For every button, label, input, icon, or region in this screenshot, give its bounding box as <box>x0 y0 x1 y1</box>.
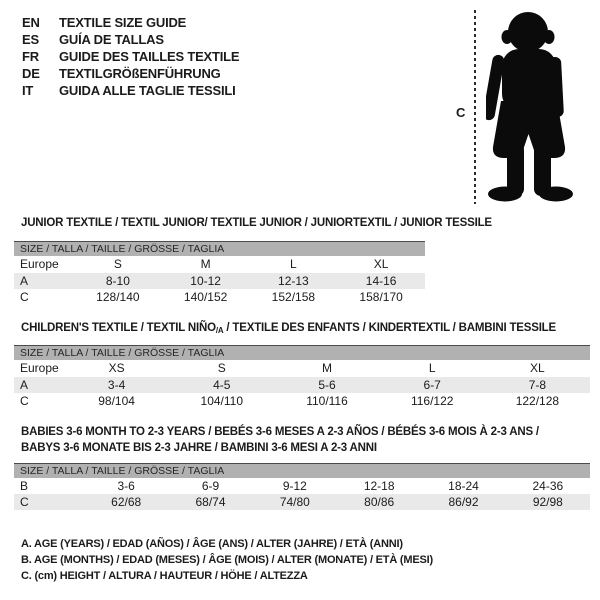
value-cell: 122/128 <box>515 394 560 408</box>
children-title-subscript: /A <box>215 326 224 335</box>
size-cell: XS <box>108 361 125 375</box>
value-cell: 74/80 <box>279 495 310 509</box>
language-code: DE <box>22 66 40 81</box>
value-cell: 6-7 <box>423 378 441 392</box>
value-cell: 98/104 <box>98 394 135 408</box>
value-cell: 7-8 <box>528 378 547 392</box>
footnote-age-months: B. AGE (MONTHS) / EDAD (MESES) / ÂGE (MOIS) / ALTER (MONATE) / ETÀ (MESI) <box>21 554 433 566</box>
children-size-table <box>14 345 590 409</box>
row-label: C <box>20 495 29 509</box>
value-cell: 62/68 <box>111 495 142 509</box>
language-row-en <box>22 14 239 31</box>
footnote-age-years: A. AGE (YEARS) / EDAD (AÑOS) / ÂGE (ANS) / ALTER (JAHRE) / ETÀ (ANNI) <box>21 538 403 550</box>
value-cell: 128/140 <box>96 290 140 304</box>
size-header-row: SIZE / TALLA / TAILLE / GRÖSSE / TAGLIA <box>14 241 425 256</box>
value-cell: 10-12 <box>190 274 221 288</box>
junior-age-row <box>14 273 425 289</box>
value-cell: 152/158 <box>271 290 316 304</box>
row-label: C <box>20 394 29 408</box>
guide-title: TEXTILE SIZE GUIDE <box>59 15 187 30</box>
row-label: B <box>20 479 29 493</box>
babies-age-row <box>14 478 590 494</box>
size-header-row: SIZE / TALLA / TAILLE / GRÖSSE / TAGLIA <box>14 345 590 360</box>
language-code: ES <box>22 32 39 47</box>
junior-section-title: JUNIOR TEXTILE / TEXTIL JUNIOR/ TEXTILE JUNIOR / JUNIORTEXTIL / JUNIOR TESSILE <box>21 217 492 229</box>
size-cell: L <box>428 361 436 375</box>
children-sizes-row <box>14 360 590 377</box>
size-cell: M <box>200 257 211 271</box>
height-measure-label: C <box>456 105 466 120</box>
value-cell: 158/170 <box>359 290 403 304</box>
junior-sizes-row <box>14 256 425 273</box>
size-cell: XL <box>530 361 545 375</box>
junior-height-row <box>14 289 425 305</box>
children-section-title <box>21 322 556 335</box>
value-cell: 18-24 <box>448 479 479 493</box>
language-row-it <box>22 82 239 99</box>
region-label: Europe <box>20 361 59 375</box>
language-row-es <box>22 31 239 48</box>
value-cell: 80/86 <box>364 495 395 509</box>
row-label: A <box>20 274 29 288</box>
height-measure-dashed-line <box>474 10 476 204</box>
baby-silhouette-icon <box>486 7 578 205</box>
babies-height-row <box>14 494 590 510</box>
language-code: EN <box>22 15 40 30</box>
junior-size-table <box>14 241 425 305</box>
value-cell: 3-6 <box>117 479 135 493</box>
children-age-row <box>14 377 590 393</box>
language-row-de <box>22 65 239 82</box>
value-cell: 116/122 <box>410 394 454 408</box>
babies-section-title <box>21 424 539 456</box>
value-cell: 12-18 <box>363 479 395 493</box>
size-cell: S <box>217 361 226 375</box>
size-header-row: SIZE / TALLA / TAILLE / GRÖSSE / TAGLIA <box>14 463 590 478</box>
value-cell: 68/74 <box>195 495 226 509</box>
footnote-height-cm: C. (cm) HEIGHT / ALTURA / HAUTEUR / HÖHE / ALTEZZA <box>21 570 308 582</box>
guide-title: TEXTILGRÖßENFÜHRUNG <box>59 66 221 81</box>
babies-size-table <box>14 463 590 510</box>
value-cell: 3-4 <box>107 378 126 392</box>
guide-title: GUIDA ALLE TAGLIE TESSILI <box>59 83 236 98</box>
value-cell: 110/116 <box>306 394 348 408</box>
value-cell: 12-13 <box>278 274 309 288</box>
children-title-prefix: CHILDREN'S TEXTILE / TEXTIL NIÑO <box>21 322 216 334</box>
value-cell: 140/152 <box>183 290 228 304</box>
language-code: FR <box>22 49 39 64</box>
legend-footnotes <box>21 536 433 584</box>
babies-title-line1: BABIES 3-6 MONTH TO 2-3 YEARS / BEBÉS 3-6 MESES A 2-3 AÑOS / BÉBÉS 3-6 MOIS À 2-3 ANS / <box>21 426 539 438</box>
value-cell: 4-5 <box>213 378 231 392</box>
size-cell: XL <box>373 257 389 271</box>
guide-title: GUÍA DE TALLAS <box>59 32 164 47</box>
value-cell: 8-10 <box>105 274 130 288</box>
language-title-list <box>22 14 239 99</box>
row-label: A <box>20 378 29 392</box>
children-height-row <box>14 393 590 409</box>
region-label: Europe <box>20 257 59 271</box>
size-cell: L <box>290 257 297 271</box>
value-cell: 104/110 <box>200 394 244 408</box>
size-cell: M <box>321 361 332 375</box>
value-cell: 9-12 <box>282 479 307 493</box>
language-row-fr <box>22 48 239 65</box>
language-code: IT <box>22 83 34 98</box>
value-cell: 24-36 <box>532 479 564 493</box>
value-cell: 5-6 <box>318 378 336 392</box>
babies-title-line2: BABYS 3-6 MONATE BIS 2-3 JAHRE / BAMBINI 3-6 MESI A 2-3 ANNI <box>21 442 377 454</box>
value-cell: 6-9 <box>201 479 220 493</box>
value-cell: 14-16 <box>365 274 397 288</box>
value-cell: 92/98 <box>532 495 563 509</box>
row-label: C <box>20 290 29 304</box>
guide-title: GUIDE DES TAILLES TEXTILE <box>59 49 240 64</box>
value-cell: 86/92 <box>448 495 479 509</box>
children-title-suffix: / TEXTILE DES ENFANTS / KINDERTEXTIL / BAMBINI TESSILE <box>223 322 556 334</box>
size-cell: S <box>113 257 122 271</box>
